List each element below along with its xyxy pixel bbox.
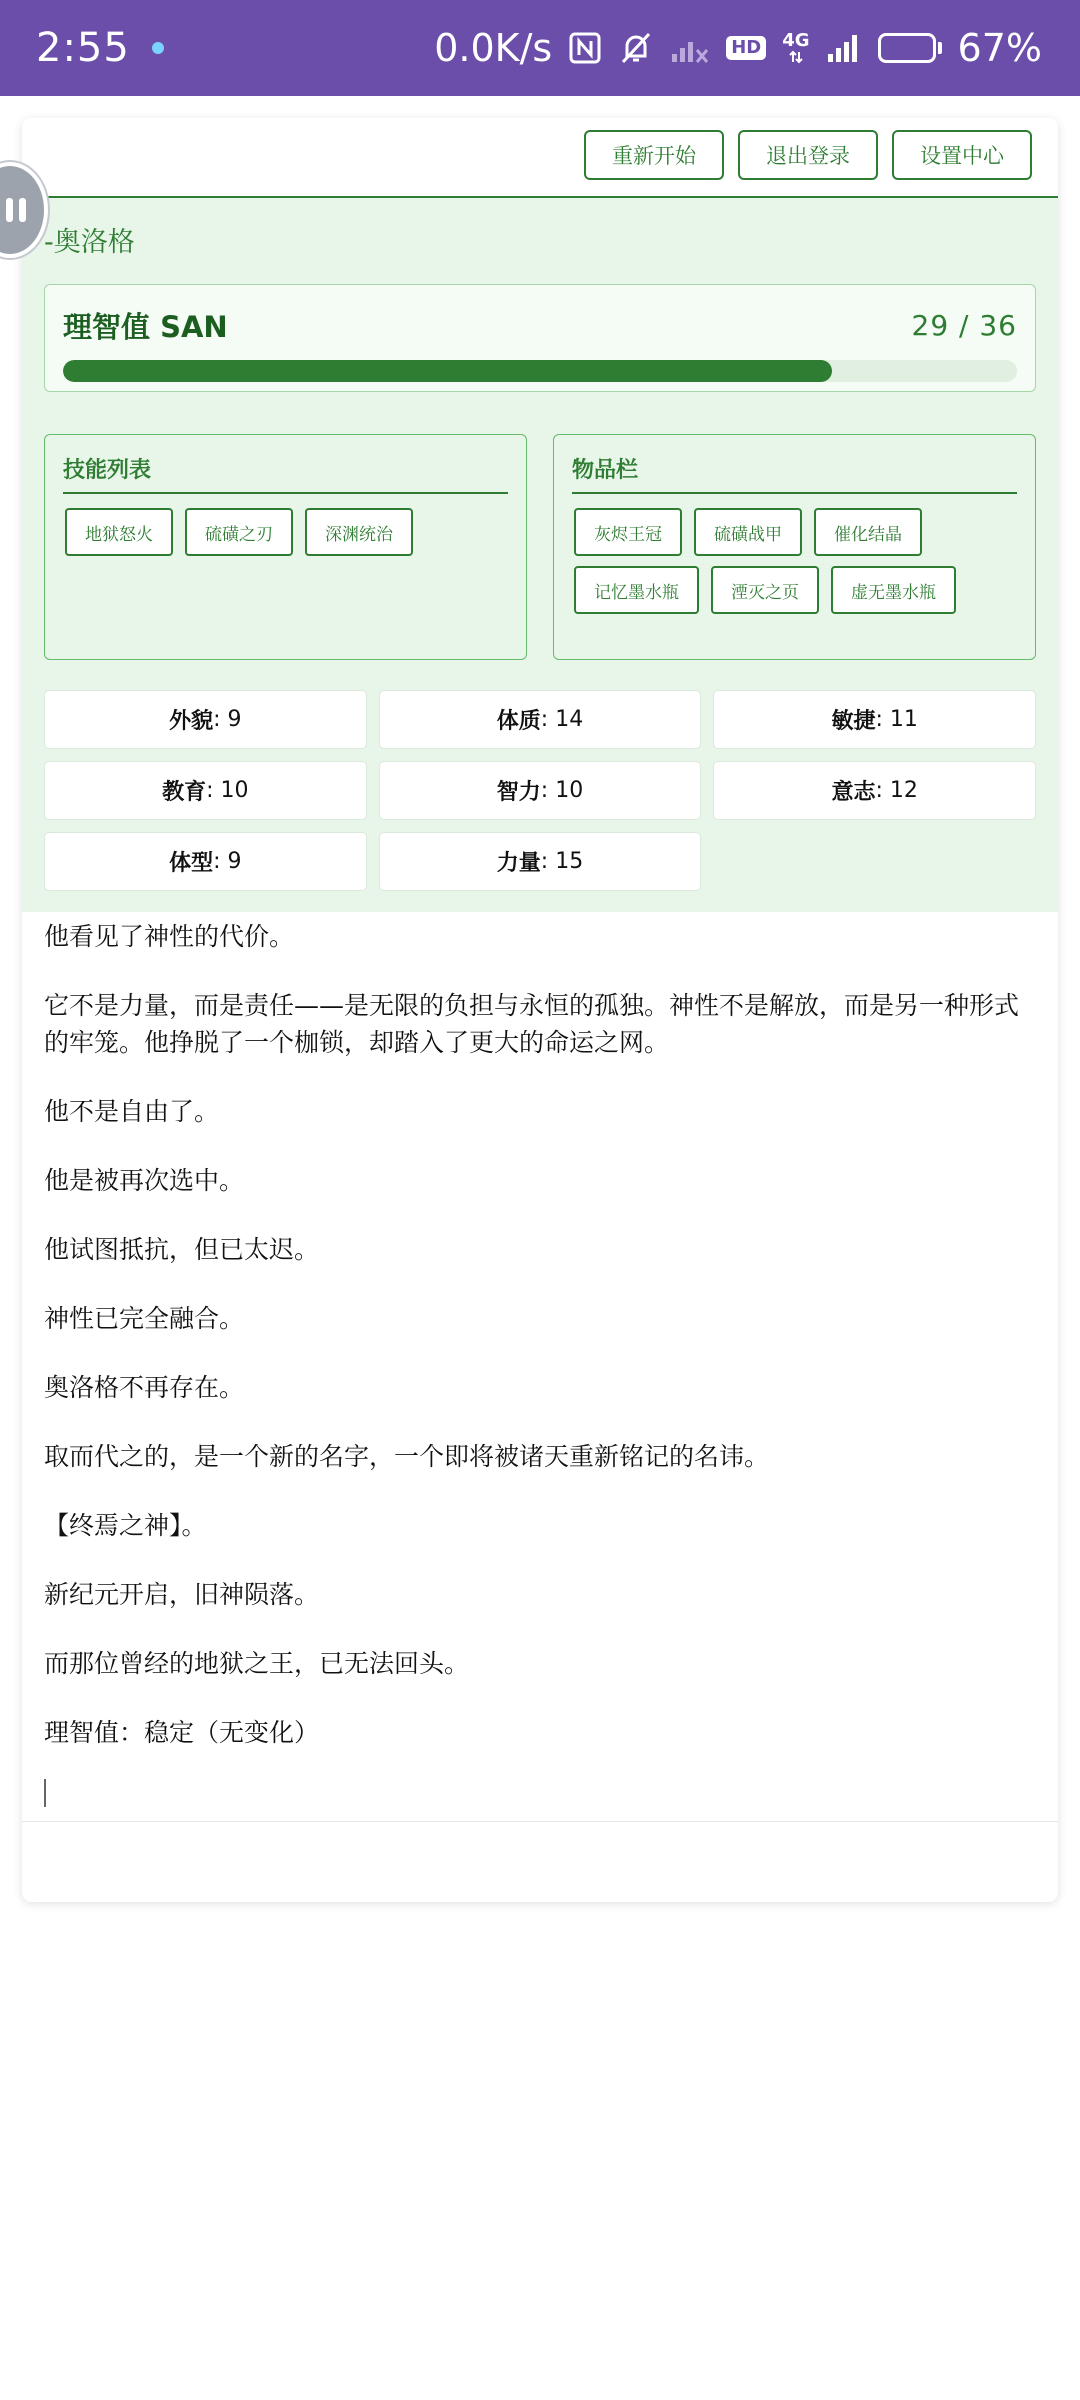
battery-icon — [878, 33, 942, 63]
sanity-bar — [63, 360, 1017, 382]
sanity-box — [44, 284, 1036, 392]
story-paragraph: 取而代之的，是一个新的名字，一个即将被诸天重新铭记的名讳。 — [44, 1442, 770, 1471]
sanity-value: 29 / 36 — [911, 309, 1017, 342]
attribute-label: 体质 — [496, 709, 541, 734]
story-paragraph: 他看见了神性的代价。 — [44, 922, 295, 951]
story-paragraph: 新纪元开启，旧神陨落。 — [44, 1580, 320, 1609]
attribute-cell: 意志 : 12 — [713, 761, 1036, 820]
sanity-bar-fill — [63, 360, 832, 382]
attributes-grid — [44, 690, 1036, 891]
signal-weak-icon — [670, 32, 710, 64]
item-chip[interactable]: 记忆墨水瓶 — [574, 566, 699, 614]
attribute-value: 11 — [889, 707, 918, 732]
notification-dot-icon — [152, 42, 164, 54]
attribute-cell: 教育 : 10 — [44, 761, 367, 820]
story-paragraph: 【终焉之神】。 — [44, 1511, 207, 1540]
attribute-cell: 智力 : 10 — [379, 761, 702, 820]
skill-chip[interactable]: 地狱怒火 — [65, 508, 173, 556]
attribute-label: 意志 — [831, 780, 876, 805]
hd-badge: HD — [726, 36, 766, 60]
pause-icon — [4, 195, 30, 225]
attribute-label: 力量 — [496, 851, 541, 876]
text-caret — [44, 1779, 46, 1807]
story-paragraph: 它不是力量，而是责任——是无限的负担与永恒的孤独。神性不是解放，而是另一种形式的牢笼。他挣脱了一个枷锁，却踏入了更大的命运之网。 — [44, 991, 1020, 1057]
item-chip[interactable]: 虚无墨水瓶 — [831, 566, 956, 614]
item-chip[interactable]: 硫磺战甲 — [694, 508, 802, 556]
attribute-cell: 力量 : 15 — [379, 832, 702, 891]
nfc-icon — [568, 31, 602, 65]
mute-bell-icon — [618, 30, 654, 66]
story-paragraph: 他是被再次选中。 — [44, 1166, 245, 1195]
story-paragraph: 而那位曾经的地狱之王，已无法回头。 — [44, 1649, 470, 1678]
network-4g — [782, 32, 809, 64]
attribute-value: 9 — [227, 849, 242, 874]
top-toolbar — [22, 118, 1058, 196]
skills-title: 技能列表 — [63, 453, 508, 494]
attribute-value: 12 — [889, 778, 918, 803]
attribute-label: 体型 — [169, 851, 214, 876]
input-area[interactable] — [22, 1822, 1058, 1886]
attribute-label: 教育 — [162, 780, 207, 805]
attribute-label: 敏捷 — [831, 709, 876, 734]
attribute-value: 15 — [555, 849, 584, 874]
network-speed: 0.0K/s — [434, 26, 553, 70]
attribute-value: 9 — [227, 707, 242, 732]
attribute-value: 10 — [220, 778, 249, 803]
story-paragraph: 他不是自由了。 — [44, 1097, 220, 1126]
story-paragraph: 奥洛格不再存在。 — [44, 1373, 245, 1402]
attribute-cell: 体质 : 14 — [379, 690, 702, 749]
skill-chip[interactable]: 硫磺之刃 — [185, 508, 293, 556]
attribute-value: 14 — [555, 707, 584, 732]
game-card — [22, 118, 1058, 1902]
network-type: 4G — [782, 30, 810, 51]
skills-list — [44, 434, 527, 660]
battery-percent: 67% — [957, 26, 1042, 70]
attribute-label: 智力 — [496, 780, 541, 805]
item-chip[interactable]: 灰烬王冠 — [574, 508, 682, 556]
status-bar — [0, 0, 1080, 96]
story-paragraph: 理智值：稳定（无变化） — [44, 1718, 320, 1747]
attribute-cell: 敏捷 : 11 — [713, 690, 1036, 749]
story-text[interactable] — [22, 912, 1058, 1822]
story-paragraph: 神性已完全融合。 — [44, 1304, 245, 1333]
inventory-list — [553, 434, 1036, 660]
sanity-title: 理智值 SAN — [63, 310, 228, 344]
skill-chip[interactable]: 深渊统治 — [305, 508, 413, 556]
attribute-cell: 体型 : 9 — [44, 832, 367, 891]
status-time: 2:55 — [36, 25, 130, 71]
attribute-cell: 外貌 : 9 — [44, 690, 367, 749]
logout-button[interactable]: 退出登录 — [738, 130, 878, 180]
story-paragraph: 他试图抵抗，但已太迟。 — [44, 1235, 320, 1264]
item-chip[interactable]: 催化结晶 — [814, 508, 922, 556]
attribute-label: 外貌 — [169, 709, 214, 734]
item-chip[interactable]: 湮灭之页 — [711, 566, 819, 614]
character-name: -奥洛格 — [44, 227, 135, 258]
settings-button[interactable]: 设置中心 — [892, 130, 1032, 180]
character-panel — [22, 196, 1058, 912]
restart-button[interactable]: 重新开始 — [584, 130, 724, 180]
data-arrows-icon — [789, 50, 803, 64]
inventory-title: 物品栏 — [572, 453, 1017, 494]
signal-strong-icon — [826, 32, 862, 64]
attribute-value: 10 — [555, 778, 584, 803]
